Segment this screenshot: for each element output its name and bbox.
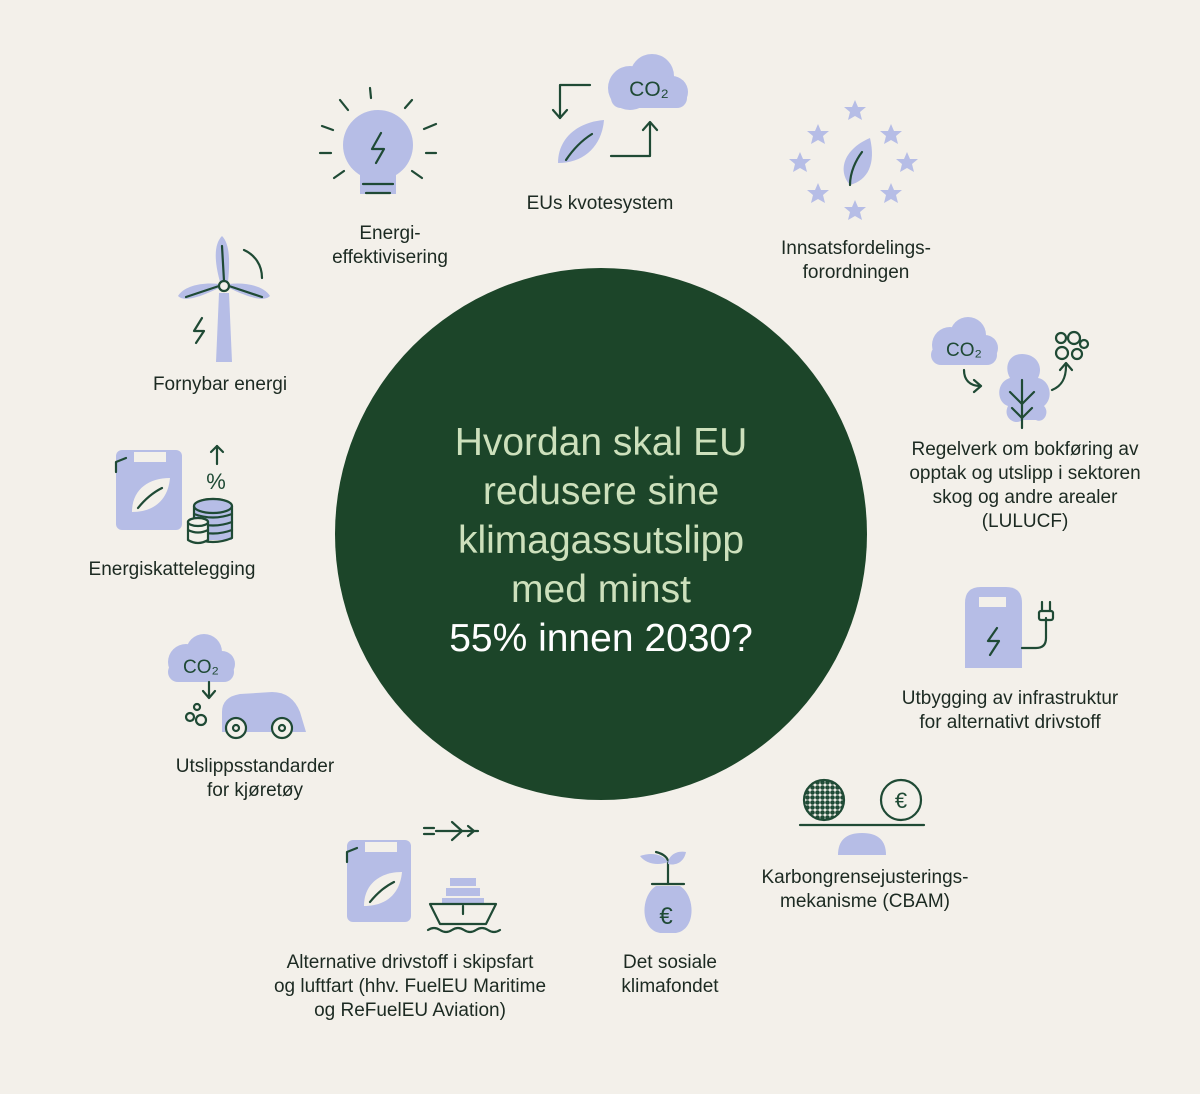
- label-cbam: [725, 866, 1005, 914]
- euro-label: €: [659, 903, 673, 930]
- label-line: og luftfart (hhv. FuelEU Maritime: [273, 976, 547, 997]
- label-line: Energi-: [359, 223, 421, 244]
- label-line: Regelverk om bokføring av: [911, 439, 1139, 460]
- light-bulb-icon: [320, 88, 436, 194]
- label-energieffektivisering: [290, 222, 490, 270]
- money-bag-sprout-icon: [640, 852, 692, 933]
- co2-cycle-icon: [553, 54, 688, 163]
- fuel-ship-plane-icon: [347, 822, 500, 932]
- co2-label: CO₂: [629, 78, 669, 101]
- label-lulucf: [880, 438, 1170, 534]
- label-line: (LULUCF): [981, 511, 1069, 532]
- label-innsatsfordeling: [756, 237, 956, 285]
- label-line: for kjøretøy: [206, 780, 304, 801]
- center-line: med minst: [511, 568, 691, 611]
- co2-label: CO₂: [946, 340, 982, 361]
- label-line: for alternativt drivstoff: [919, 712, 1101, 733]
- percent-label: %: [206, 469, 226, 494]
- wind-turbine-icon: [178, 236, 270, 362]
- balance-scale-icon: [800, 780, 924, 855]
- label-infrastruktur: [870, 687, 1150, 735]
- center-line: redusere sine: [482, 470, 720, 513]
- tree-co2-icon: [931, 317, 1088, 428]
- label-fornybar: [120, 373, 320, 397]
- label-line: Fornybar energi: [152, 374, 288, 395]
- label-line: Alternative drivstoff i skipsfart: [286, 952, 534, 973]
- label-kvotesystem: [500, 192, 700, 216]
- label-line: klimafondet: [621, 976, 719, 997]
- label-line: mekanisme (CBAM): [780, 891, 950, 912]
- fuel-can-coins-icon: [116, 446, 232, 543]
- center-line-highlight: 55% innen 2030?: [449, 617, 753, 660]
- label-line: Karbongrensejusterings-: [761, 867, 969, 888]
- label-line: opptak og utslipp i sektoren: [909, 463, 1141, 484]
- label-line: EUs kvotesystem: [526, 193, 674, 214]
- label-line: og ReFuelEU Aviation): [314, 1000, 506, 1021]
- label-line: Innsatsfordelings-: [781, 238, 931, 259]
- label-energiskatt: [62, 558, 282, 582]
- center-question: [385, 418, 817, 663]
- co2-label: CO₂: [183, 657, 219, 678]
- label-kjoretoy: [135, 755, 375, 803]
- label-line: Utbygging av infrastruktur: [901, 688, 1119, 709]
- center-line: Hvordan skal EU: [454, 421, 748, 464]
- label-line: Energiskattelegging: [88, 559, 256, 580]
- label-line: Det sosiale: [623, 952, 717, 973]
- label-skipsfart: [245, 951, 575, 1023]
- label-line: forordningen: [802, 262, 910, 283]
- eu-stars-leaf-icon: [789, 100, 918, 220]
- label-klimafondet: [590, 951, 750, 999]
- charging-station-icon: [965, 587, 1053, 668]
- car-co2-icon: [168, 634, 306, 738]
- label-line: Utslippsstandarder: [175, 756, 335, 777]
- label-line: skog og andre arealer: [932, 487, 1118, 508]
- euro-label: €: [894, 788, 908, 813]
- center-line: klimagassutslipp: [457, 519, 745, 562]
- label-line: effektivisering: [332, 247, 448, 268]
